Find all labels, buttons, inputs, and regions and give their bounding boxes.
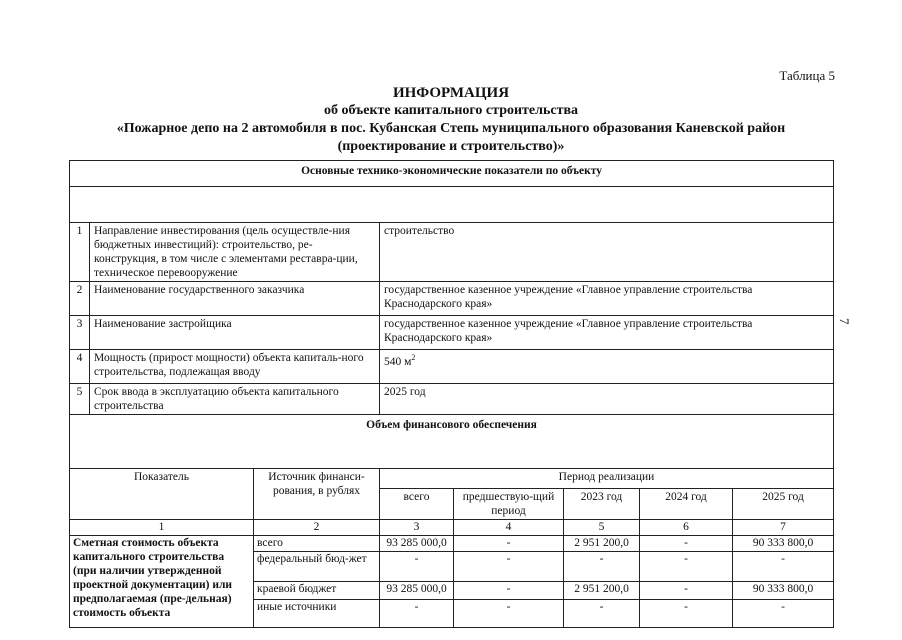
finance-2025: - [733, 600, 834, 628]
finance-2025: 90 333 800,0 [733, 582, 834, 600]
main-row [70, 384, 834, 415]
document-title: ИНФОРМАЦИЯ [392, 85, 510, 101]
header-total: всего [380, 489, 454, 520]
column-numbers-row [70, 520, 834, 536]
main-section-title: Основные технико-экономические показатели по объекту [70, 161, 834, 187]
column-number: 5 [564, 520, 640, 536]
finance-total: 93 285 000,0 [380, 536, 454, 552]
finance-2023: - [564, 600, 640, 628]
finance-source: всего [254, 536, 380, 552]
document-header [0, 84, 902, 156]
main-row-label: Наименование застройщика [90, 316, 380, 350]
column-number: 6 [640, 520, 733, 536]
main-row [70, 350, 834, 384]
object-name-line-1: «Пожарное депо на 2 автомобиля в пос. Кубанская Степь муниципального образования Каневской район [116, 121, 786, 136]
main-row-value: 2025 год [380, 384, 834, 415]
capacity-unit-superscript: 2 [411, 353, 416, 362]
finance-2023: 2 951 200,0 [564, 582, 640, 600]
header-2025: 2025 год [733, 489, 834, 520]
table-label: Таблица 5 [779, 68, 835, 83]
main-row-value: государственное казенное учреждение «Главное управление строительства Краснодарского края» [380, 316, 834, 350]
spacer-row [70, 441, 834, 469]
main-row-label: Мощность (прирост мощности) объекта капиталь-ного строительства, подлежащая вводу [90, 350, 380, 384]
finance-total: 93 285 000,0 [380, 582, 454, 600]
finance-previous: - [454, 600, 564, 628]
header-2024: 2024 год [640, 489, 733, 520]
column-number: 2 [254, 520, 380, 536]
finance-source: краевой бюджет [254, 582, 380, 600]
main-row-num: 5 [70, 384, 90, 415]
finance-source: иные источники [254, 600, 380, 628]
main-row-label: Направление инвестирования (цель осуществле-ния бюджетных инвестиций): строительство, ре-конструкция, в том числе с элементами реставра-ции, техническое перевооружение [90, 223, 380, 282]
finance-total: - [380, 552, 454, 582]
column-number: 4 [454, 520, 564, 536]
finance-total: - [380, 600, 454, 628]
document-subtitle: об объекте капитального строительства [323, 103, 579, 118]
main-row-label: Наименование государственного заказчика [90, 282, 380, 316]
column-number: 1 [70, 520, 254, 536]
finance-previous: - [454, 536, 564, 552]
finance-2024: - [640, 536, 733, 552]
finance-source: федеральный бюд-жет [254, 552, 380, 582]
header-indicator: Показатель [70, 469, 254, 520]
finance-2024: - [640, 600, 733, 628]
main-row-num: 3 [70, 316, 90, 350]
finance-previous: - [454, 582, 564, 600]
capacity-value: 540 м [384, 355, 412, 368]
object-name-line-2: (проектирование и строительство)» [337, 139, 565, 154]
main-row-num: 2 [70, 282, 90, 316]
main-row-value [380, 350, 834, 384]
main-row [70, 223, 834, 282]
info-table-container [69, 160, 833, 628]
finance-2025: - [733, 552, 834, 582]
finance-section-title: Объем финансового обеспечения [70, 415, 834, 441]
finance-2024: - [640, 552, 733, 582]
main-row-num: 4 [70, 350, 90, 384]
indicator-label: Сметная стоимость объекта капитального строительства (при наличии утвержденной проектной документации) или предполагаемая (пре-дельная) стоимость объекта [70, 536, 254, 628]
finance-2025: 90 333 800,0 [733, 536, 834, 552]
column-number: 3 [380, 520, 454, 536]
spacer-row [70, 187, 834, 223]
header-period: Период реализации [380, 469, 834, 489]
main-row [70, 316, 834, 350]
info-table [69, 160, 834, 628]
finance-2023: - [564, 552, 640, 582]
finance-row [70, 536, 834, 552]
main-row-value: государственное казенное учреждение «Главное управление строительства Краснодарского края» [380, 282, 834, 316]
header-source: Источник финанси-рования, в рублях [254, 469, 380, 520]
main-row-value: строительство [380, 223, 834, 282]
finance-2024: - [640, 582, 733, 600]
page-number: 7 [837, 318, 852, 325]
main-row-label: Срок ввода в эксплуатацию объекта капитального строительства [90, 384, 380, 415]
header-2023: 2023 год [564, 489, 640, 520]
main-row-num: 1 [70, 223, 90, 282]
finance-previous: - [454, 552, 564, 582]
column-number: 7 [733, 520, 834, 536]
finance-2023: 2 951 200,0 [564, 536, 640, 552]
header-previous: предшествую-щий период [454, 489, 564, 520]
main-row [70, 282, 834, 316]
